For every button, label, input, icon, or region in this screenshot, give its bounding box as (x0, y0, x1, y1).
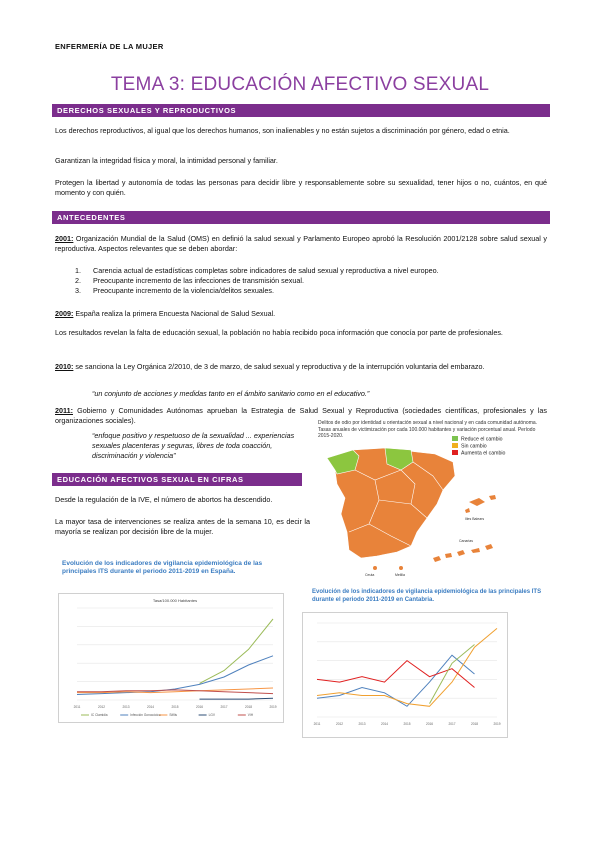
chart1-svg (58, 593, 284, 723)
x-tick-label: 2013 (122, 705, 130, 709)
chart1-title: Evolución de los indicadores de vigilancia epidemiológica de las principales ITS durante el periodo 2011-2019 en España. (62, 560, 263, 575)
x-tick-label: 2017 (448, 722, 456, 726)
label-ceuta: Ceuta (365, 573, 375, 577)
x-tick-label: 2012 (335, 722, 344, 726)
paragraph-2001 (55, 234, 547, 254)
section-heading-cifras: EDUCACIÓN AFECTIVOS SEXUAL EN CIFRAS (52, 473, 302, 486)
series-line-0 (200, 619, 274, 683)
quote-2010: “un conjunto de acciones y medidas tanto en el ámbito sanitario como en el educativo.” (92, 389, 370, 398)
legend-swatch-nochange (452, 443, 458, 448)
x-tick-label: 2014 (146, 705, 155, 709)
list-item (75, 266, 439, 276)
x-tick-label: 2015 (403, 722, 411, 726)
label-canarias: Canarias (459, 539, 474, 543)
x-tick-label: 2011 (73, 705, 81, 709)
x-tick-label: 2018 (244, 705, 253, 709)
x-tick-label: 2014 (380, 722, 389, 726)
list-item (75, 286, 439, 296)
list-number: 3. (75, 286, 81, 295)
paragraph-2009-results: Los resultados revelan la falta de educación sexual, la población no había recibido poca información que conocía por parte de profesionales. (55, 328, 503, 337)
canarias (433, 544, 493, 562)
series-line-1 (317, 628, 497, 706)
paragraph-derechos-3: Protegen la libertad y autonomía de todas las personas para decidir libre y responsablemente sobre su sexualidad, tener hijos o no, cuántos, en qué momento y con quién. (55, 178, 547, 197)
list-number: 1. (75, 266, 81, 275)
text-2001: Organización Mundial de la Salud (OMS) en definió la salud sexual y Parlamento Europeo aprobó la Resolución 2001/2128 sobre salud sexual y reproductiva. Aspectos relevantes que se deben abordar: (55, 234, 547, 253)
section-heading-derechos: DERECHOS SEXUALES Y REPRODUCTIVOS (52, 104, 550, 117)
label-melilla: Melilla (395, 573, 405, 577)
chart-inner-title: Tasa/100.000 Habitantes (152, 598, 198, 603)
list-number: 2. (75, 276, 81, 285)
paragraph-derechos-2: Garantizan la integridad física y moral, la intimidad personal y familiar. (55, 156, 278, 165)
x-tick-label: 2012 (97, 705, 106, 709)
list-text: Carencia actual de estadísticas completas sobre indicadores de salud sexual y reproductiva a nivel europeo. (93, 266, 439, 275)
spain-hate-crimes-map (315, 436, 550, 580)
text-2010: se sanciona la Ley Orgánica 2/2010, de 3 de marzo, de salud sexual y reproductiva y de la interrupción voluntaria del embarazo. (73, 362, 485, 371)
x-tick-label: 2019 (493, 722, 501, 726)
legend-label: LGV (208, 713, 215, 717)
year-2011: 2011: (55, 406, 73, 415)
year-2010: 2010: (55, 362, 74, 371)
year-2009: 2009: (55, 309, 74, 318)
legend-label: Sífilis (169, 713, 178, 717)
illes-balears (465, 495, 496, 513)
list-text: Preocupante incremento de la violencia/delitos sexuales. (93, 286, 274, 295)
legend-reduce: Reduce el cambio (461, 436, 503, 443)
legend-label: IC Clamidia (91, 713, 108, 717)
paragraph-semana-10: La mayor tasa de intervenciones se realiza antes de la semana 10, es decir la mayoría se realizan por decisión libre de la mujer. (55, 517, 310, 536)
x-tick-label: 2015 (171, 705, 179, 709)
quote-2011: “enfoque positivo y respetuoso de la sexualidad ... experiencias sexuales placenteras y seguras, libres de toda coacción, discriminación y violencia” (92, 431, 295, 460)
x-tick-label: 2017 (220, 705, 228, 709)
page-title: TEMA 3: EDUCACIÓN AFECTIVO SEXUAL (110, 74, 490, 95)
text-2009: España realiza la primera Encuesta Nacional de Salud Sexual. (73, 309, 276, 318)
map-legend (452, 436, 506, 457)
section-heading-antecedentes: ANTECEDENTES (52, 211, 550, 224)
paragraph-2010 (55, 362, 547, 372)
series-line-3 (200, 698, 274, 699)
list-item (75, 276, 439, 286)
x-tick-label: 2019 (269, 705, 277, 709)
ceuta (373, 566, 377, 570)
year-2001: 2001: (55, 234, 74, 243)
x-tick-label: 2018 (470, 722, 479, 726)
x-tick-label: 2016 (425, 722, 434, 726)
chart2-title: Evolución de los indicadores de vigilancia epidemiológica de las principales ITS durante el periodo 2011-2019 en Cantabria. (312, 589, 542, 603)
map-caption: Delitos de odio por identidad u orientación sexual a nivel nacional y en cada comunidad autónoma. Tasas anuales de victimización por cada 100.000 habitantes y variación porcentual anual. Período 2015-2020. (318, 420, 538, 439)
legend-label: VIH (247, 713, 254, 717)
label-balears: Illes Balears (465, 517, 485, 521)
legend-swatch-reduce (452, 436, 458, 441)
legend-swatch-increase (452, 450, 458, 455)
region-green-galicia (327, 450, 359, 474)
x-tick-label: 2016 (195, 705, 204, 709)
series-line-0 (317, 655, 475, 706)
x-tick-label: 2013 (358, 722, 366, 726)
legend-increase: Aumenta el cambio (461, 450, 506, 457)
relevant-aspects-list (75, 266, 439, 296)
list-text: Preocupante incremento de las infecciones de transmisión sexual. (93, 276, 304, 285)
melilla (399, 566, 403, 570)
legend-label: Infección Gonocócica (130, 713, 161, 717)
text-2011: Gobierno y Comunidades Autónomas aprueban la Estrategia de Salud Sexual y Reproductiva (sociedades científicas, profesionales y las organizaciones sociales). (55, 406, 547, 425)
running-header: ENFERMERÍA DE LA MUJER (55, 42, 164, 51)
legend-nochange: Sin cambio (461, 443, 487, 450)
paragraph-derechos-1: Los derechos reproductivos, al igual que los derechos humanos, son inalienables y no están sujetos a discriminación por género, edad o etnia. (55, 126, 510, 135)
chart2-svg (302, 612, 508, 738)
x-tick-label: 2011 (313, 722, 321, 726)
paragraph-ive: Desde la regulación de la IVE, el número de abortos ha descendido. (55, 495, 273, 504)
paragraph-2009 (55, 309, 547, 319)
